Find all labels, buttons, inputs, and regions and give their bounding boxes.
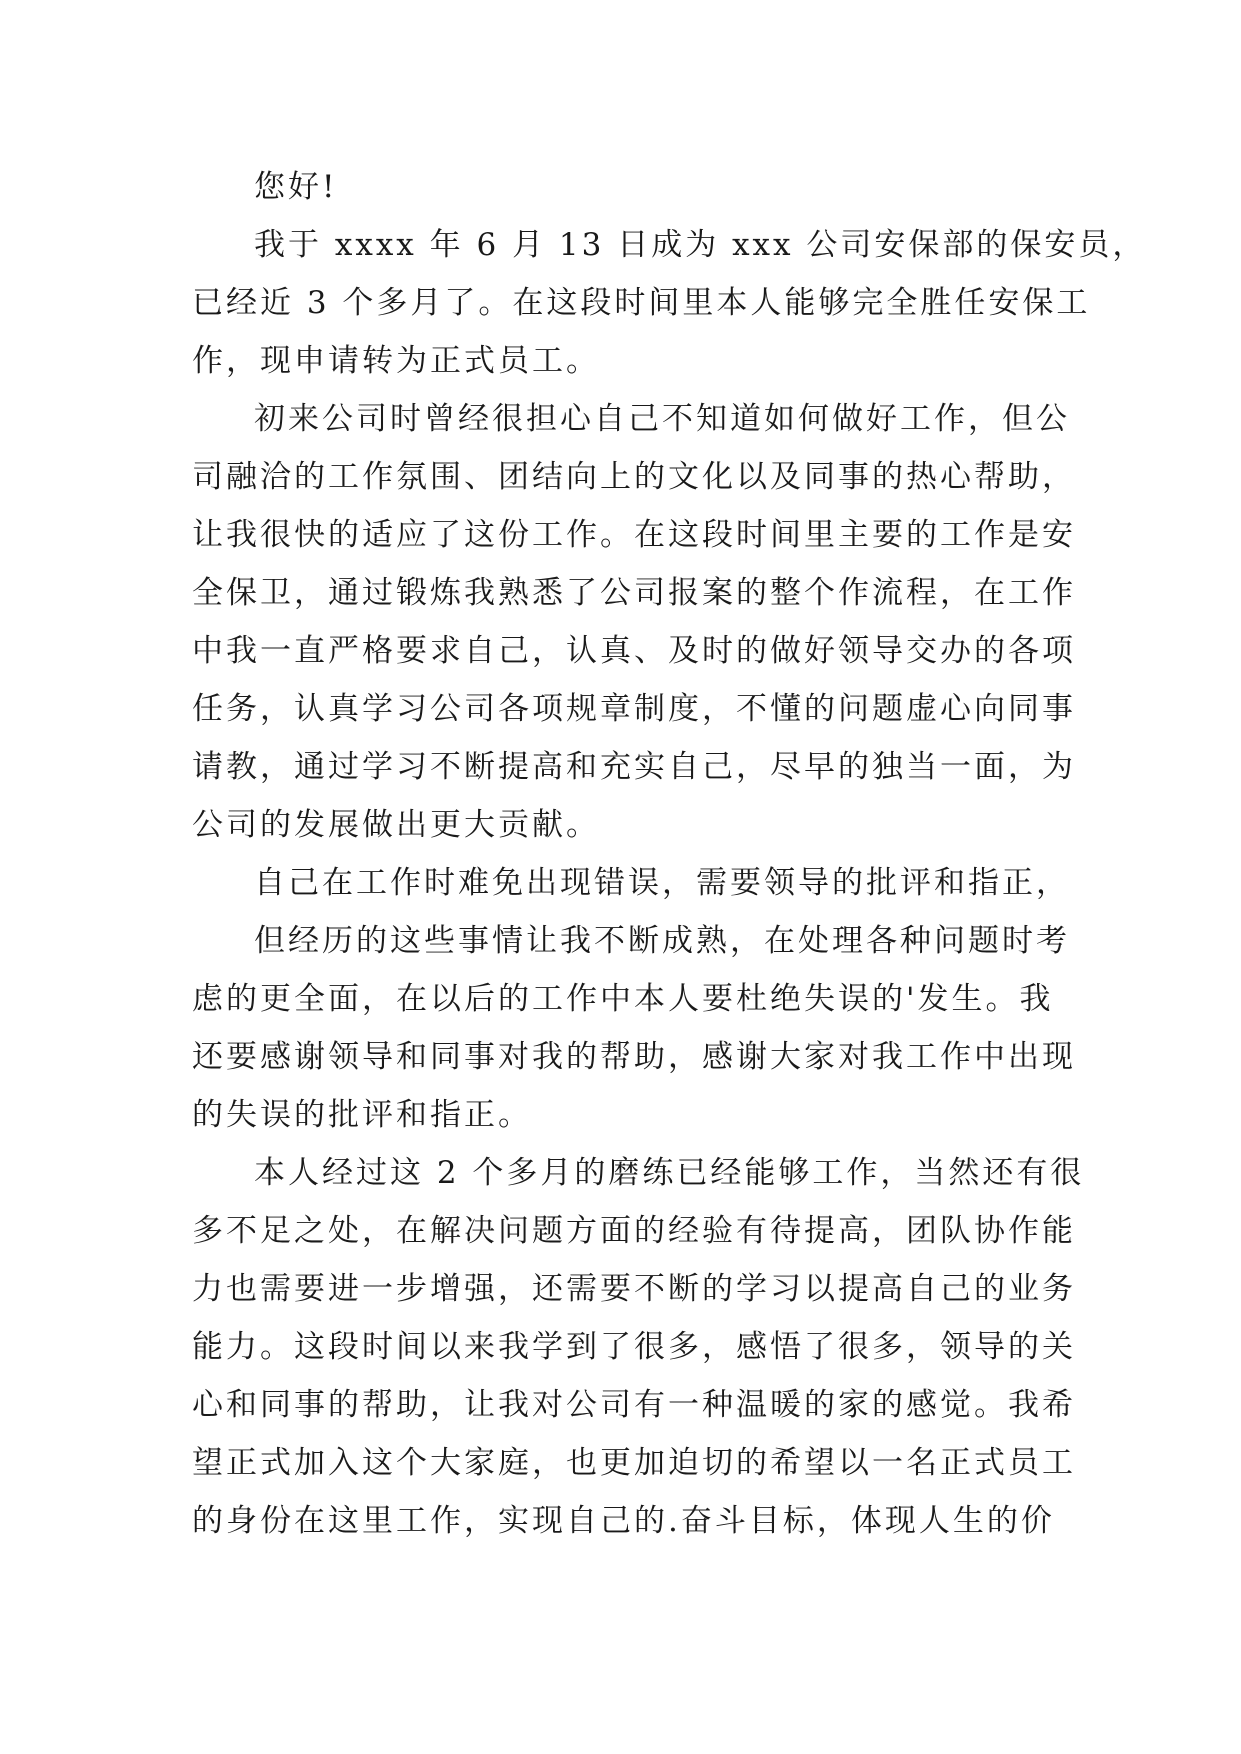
text-line: 作，现申请转为正式员工。	[192, 343, 600, 379]
text-line: 全保卫，通过锻炼我熟悉了公司报案的整个作流程，在工作	[192, 575, 1076, 611]
text-line: 望正式加入这个大家庭，也更加迫切的希望以一名正式员工	[192, 1445, 1076, 1481]
text-line: 能力。这段时间以来我学到了很多，感悟了很多，领导的关	[192, 1329, 1076, 1365]
text-line: 自己在工作时难免出现错误，需要领导的批评和指正，	[254, 865, 1070, 901]
text-line: 力也需要进一步增强，还需要不断的学习以提高自己的业务	[192, 1271, 1076, 1307]
text-line: 请教，通过学习不断提高和充实自己，尽早的独当一面，为	[192, 749, 1076, 785]
text-line: 心和同事的帮助，让我对公司有一种温暖的家的感觉。我希	[192, 1387, 1076, 1423]
text-line: 但经历的这些事情让我不断成熟，在处理各种问题时考	[254, 923, 1070, 959]
text-line: 的身份在这里工作，实现自己的.奋斗目标，体现人生的价	[192, 1503, 1055, 1539]
text-line: 任务，认真学习公司各项规章制度，不懂的问题虚心向同事	[192, 691, 1076, 727]
text-line: 还要感谢领导和同事对我的帮助，感谢大家对我工作中出现	[192, 1039, 1076, 1075]
text-line: 让我很快的适应了这份工作。在这段时间里主要的工作是安	[192, 517, 1076, 553]
text-line: 您好!	[254, 169, 338, 205]
text-line: 本人经过这 2 个多月的磨练已经能够工作，当然还有很	[254, 1155, 1085, 1191]
text-line: 司融洽的工作氛围、团结向上的文化以及同事的热心帮助，	[192, 459, 1076, 495]
text-line: 我于 xxxx 年 6 月 13 日成为 xxx 公司安保部的保安员，	[254, 227, 1147, 263]
text-line: 多不足之处，在解决问题方面的经验有待提高，团队协作能	[192, 1213, 1076, 1249]
text-line: 已经近 3 个多月了。在这段时间里本人能够完全胜任安保工	[192, 285, 1091, 321]
text-line: 的失误的批评和指正。	[192, 1097, 532, 1133]
text-line: 中我一直严格要求自己，认真、及时的做好领导交办的各项	[192, 633, 1076, 669]
text-line: 虑的更全面，在以后的工作中本人要杜绝失误的'发生。我	[192, 981, 1054, 1017]
text-line: 初来公司时曾经很担心自己不知道如何做好工作，但公	[254, 401, 1070, 437]
text-line: 公司的发展做出更大贡献。	[192, 807, 600, 843]
letter-body	[192, 158, 1147, 1550]
